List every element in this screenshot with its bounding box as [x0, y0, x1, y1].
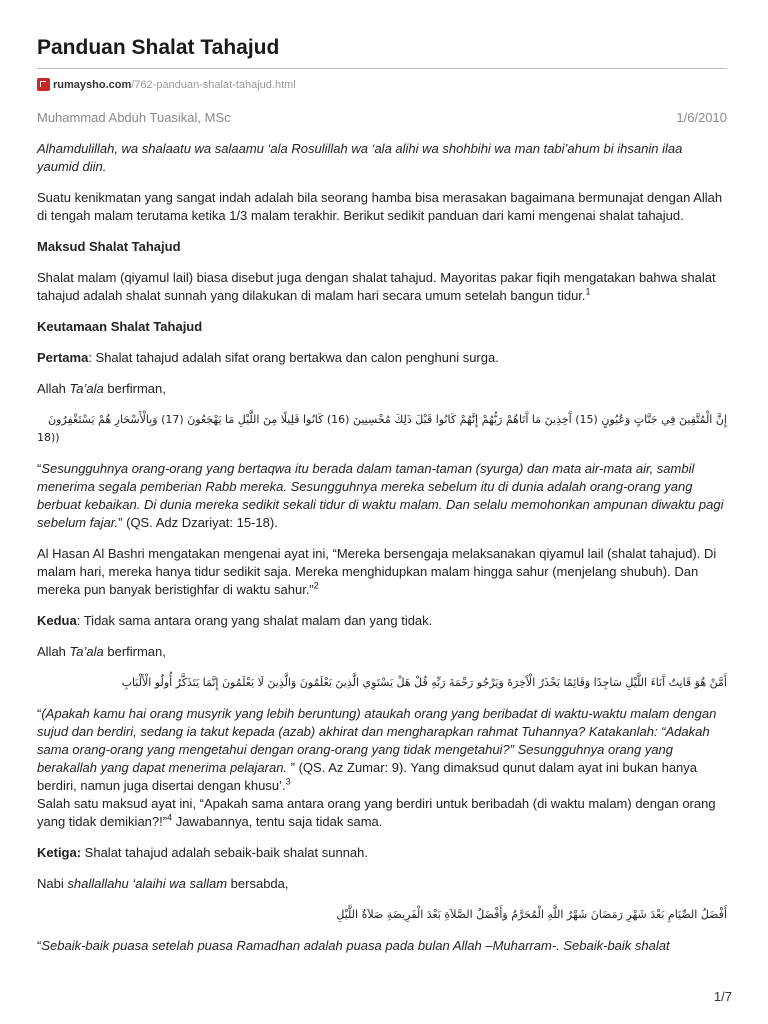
hasan-paragraph: [37, 545, 727, 599]
ketiga-text: Shalat tahajud adalah sebaik-baik shalat sunnah.: [81, 845, 368, 860]
opening-italic: Alhamdulillah, wa shalaatu wa salaamu ‘ala Rosulillah wa ‘ala alihi wa shohbihi wa man tabi’ahum bi ihsanin ilaa yaumid diin.: [37, 141, 683, 174]
translation-1-ref: ” (QS. Adz Dzariyat: 15-18).: [118, 515, 278, 530]
berfirman-text: berfirman,: [103, 644, 166, 659]
taala-text: Ta’ala: [69, 381, 104, 396]
translation-1: [37, 460, 727, 532]
author: Muhammad Abduh Tuasikal, MSc: [37, 110, 231, 125]
footnote-ref-1[interactable]: 1: [585, 286, 591, 297]
pertama-label: Pertama: [37, 350, 89, 365]
ketiga-paragraph: [37, 844, 727, 862]
bersabda-text: bersabda,: [227, 876, 289, 891]
kedua-label: Kedua: [37, 613, 77, 628]
taala-text: Ta’ala: [69, 644, 104, 659]
allah-text: Allah: [37, 381, 70, 396]
arabic-verse-2: أَمَّنْ هُوَ قَانِتٌ آَنَاءَ اللَّيْلِ سَاجِدًا وَقَائِمًا يَحْذَرُ الْآَخِرَةَ وَيَرْجُو رَحْمَةَ رَبِّهِ قُلْ هَلْ يَسْتَوِي الَّذِينَ يَعْلَمُونَ وَالَّذِينَ لَا يَعْلَمُونَ إِنَّمَا يَتَذَكَّرُ أُولُو الْأَلْبَابِ: [121, 676, 727, 689]
article-meta: [37, 110, 727, 125]
pertama-text: : Shalat tahajud adalah sifat orang bertakwa dan calon penghuni surga.: [88, 350, 499, 365]
translation-2: [37, 705, 727, 795]
quote-open: “: [37, 461, 42, 476]
footnote-ref-2[interactable]: 2: [313, 580, 319, 591]
maksud-text: Shalat malam (qiyamul lail) biasa disebut juga dengan shalat tahajud. Mayoritas pakar fiqih mengatakan bahwa shalat tahajud adalah shalat sunnah yang dilakukan di malam hari secara umum setelah bangun tidur.: [37, 270, 716, 303]
quote-open: “: [37, 706, 42, 721]
translation-1-italic: Sesungguhnya orang-orang yang bertaqwa itu berada dalam taman-taman (syurga) dan mata air-mata air, sambil menerima segala pemberian Rabb mereka. Sesungguhnya mereka sebelum itu di dunia adalah orang-orang yang berbuat kebaikan. Di dunia mereka sedikit sekali tidur di waktu malam. Dan selalu memohonkan ampunan diwaktu pagi sebelum fajar.: [37, 461, 724, 530]
translation-2-italic: (Apakah kamu hai orang musyrik yang lebih beruntung) ataukah orang yang beribadat di waktu-waktu malam dengan sujud dan berdiri, sedang ia takut kepada (azab) akhirat dan mengharapkan rahmat Tuhannya? Katakanlah: “Adakah sama orang-orang yang mengetahui dengan orang-orang yang tidak mengetahui?” Sesungguhnya orang yang berakallah yang dapat menerima pelajaran.: [37, 706, 717, 775]
salah-paragraph: [37, 795, 727, 831]
nabi-text: Nabi: [37, 876, 68, 891]
translation-2-ref: ” (QS. Az Zumar: 9). Yang dimaksud qunut dalam ayat ini bukan hanya berdiri, namun juga disertai dengan khusu’.: [37, 760, 698, 793]
kedua-paragraph: [37, 612, 727, 630]
rumaysho-logo-icon: [37, 78, 50, 91]
page-title: Panduan Shalat Tahajud: [37, 36, 280, 59]
translation-3-italic: Sebaik-baik puasa setelah puasa Ramadhan adalah puasa pada bulan Allah –Muharram-. Sebaik-baik shalat: [41, 938, 670, 953]
arabic-verse-1: [37, 411, 727, 447]
footnote-ref-3[interactable]: 3: [285, 776, 291, 787]
source-domain[interactable]: rumaysho.com: [53, 78, 132, 91]
allah-text: Allah: [37, 644, 70, 659]
berfirman-text: berfirman,: [103, 381, 166, 396]
salah-end: Jawabannya, tentu saja tidak sama.: [172, 814, 383, 829]
arabic-verse-1-end: 18)): [37, 431, 60, 444]
footnote-ref-4[interactable]: 4: [167, 812, 173, 823]
nabi-bersabda: [37, 875, 727, 893]
salah-text: Salah satu maksud ayat ini, “Apakah sama antara orang yang berdiri untuk beribadah (di waktu malam) dengan orang yang tidak demikian?!”: [37, 796, 716, 829]
arabic-hadith: أَفْضَلُ الصِّيَامِ بَعْدَ شَهْرِ رَمَضَانَ شَهْرُ اللَّهِ الْمُحَرَّمُ وَأَفْضَلُ الصَّلاَةِ بَعْدَ الْفَرِيضَةِ صَلاَةُ اللَّيْلِ: [336, 908, 727, 921]
opening-paragraph: [37, 140, 727, 176]
translation-3: [37, 937, 727, 955]
arabic-verse-1-text: إِنَّ الْمُتَّقِينَ فِي جَنَّاتٍ وَعُيُونٍ (15) آَخِذِينَ مَا آَتَاهُمْ رَبُّهُمْ إِنَّهُمْ كَانُوا قَبْلَ ذَلِكَ مُحْسِنِينَ (16) كَانُوا قَلِيلًا مِنَ اللَّيْلِ مَا يَهْجَعُونَ (17) وَبِالْأَسْحَارِ هُمْ يَسْتَغْفِرُونَ: [48, 413, 727, 426]
page-number: 1/7: [713, 989, 732, 1004]
heading-maksud: Maksud Shalat Tahajud: [37, 239, 181, 254]
date: 1/6/2010: [676, 110, 727, 125]
allah-berfirman-1: [37, 380, 727, 398]
kedua-text: : Tidak sama antara orang yang shalat malam dan yang tidak.: [76, 613, 433, 628]
allah-berfirman-2: [37, 643, 727, 661]
heading-keutamaan: Keutamaan Shalat Tahajud: [37, 319, 203, 334]
source-link[interactable]: [37, 78, 296, 91]
intro-paragraph: Suatu kenikmatan yang sangat indah adalah bila seorang hamba bisa merasakan bagaimana bermunajat dengan Allah di tengah malam terutama ketika 1/3 malam terakhir. Berikut sedikit panduan dari kami mengenai shalat tahajud.: [37, 190, 723, 223]
pertama-paragraph: [37, 349, 727, 367]
article-body: [37, 140, 727, 968]
salawat-italic: shallallahu ‘alaihi wa sallam: [67, 876, 228, 891]
maksud-paragraph: [37, 269, 727, 305]
source-path[interactable]: /762-panduan-shalat-tahajud.html: [131, 78, 296, 91]
title-divider: [37, 68, 727, 69]
quote-open: “: [37, 938, 42, 953]
hasan-text: Al Hasan Al Bashri mengatakan mengenai ayat ini, “Mereka bersengaja melaksanakan qiyamul lail (shalat tahajud). Di malam hari, mereka hanya tidur sedikit saja. Mereka menghidupkan malam hingga sahur (menjelang shubuh). Dan mereka pun banyak beristighfar di waktu sahur.”: [37, 546, 717, 597]
ketiga-label: Ketiga:: [37, 845, 82, 860]
